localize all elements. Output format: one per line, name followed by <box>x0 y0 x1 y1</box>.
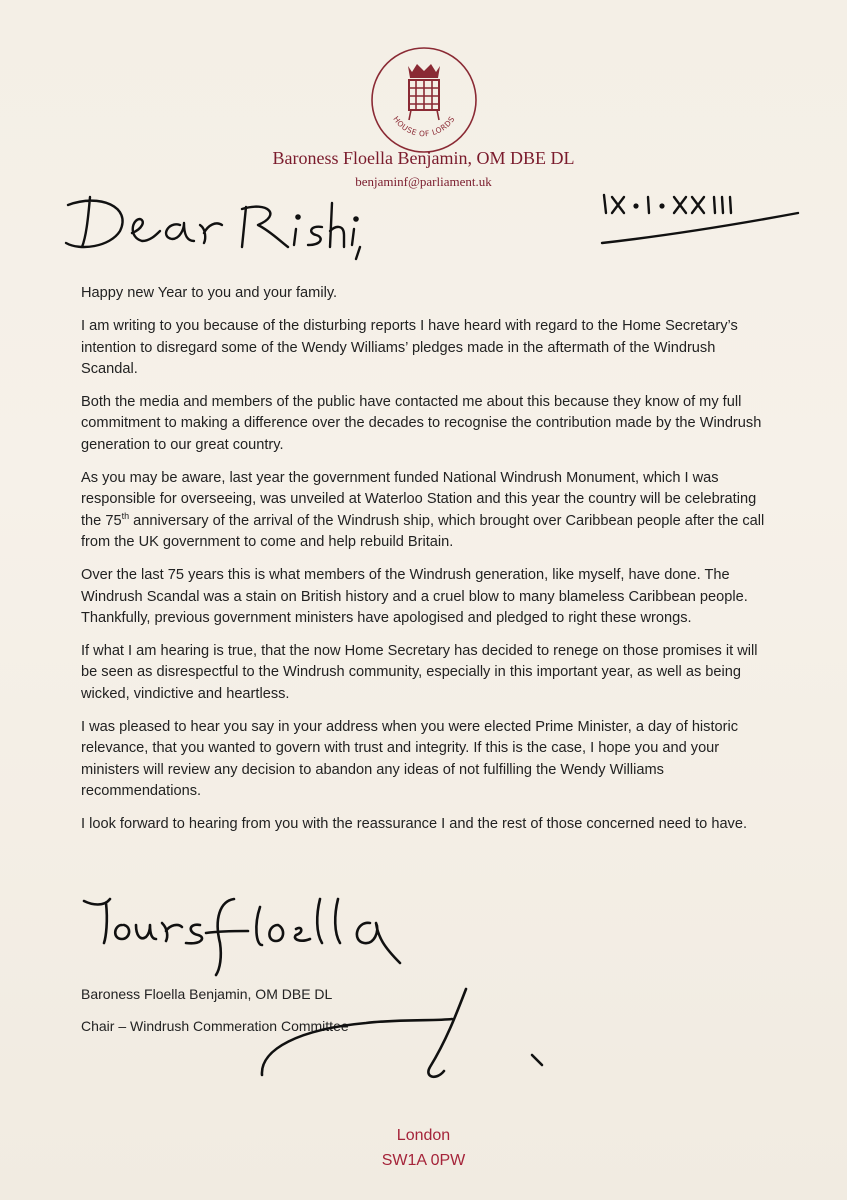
signatory-title: Chair – Windrush Commeration Committee <box>81 1018 349 1034</box>
svg-text:HOUSE OF LORDS <box>391 115 456 139</box>
handwritten-salutation <box>60 185 380 275</box>
handwritten-scribble-signature <box>240 985 560 1095</box>
paragraph-monument: As you may be aware, last year the government funded National Windrush Monument, which I was responsible for overseeing, was unveiled at Waterloo Station and this year the country will be celebrating the 75th anniversary of the arrival of the Windrush ship, which brought over Caribbean people after the call from the UK government to come and help rebuild Britain. <box>81 470 765 550</box>
footer-postcode: SW1A 0PW <box>381 1152 466 1169</box>
paragraph-greeting: Happy new Year to you and your family. <box>81 285 338 301</box>
footer-city: London <box>396 1127 451 1144</box>
crest-caption: HOUSE OF LORDS <box>391 114 457 139</box>
paragraph-closing: I look forward to hearing from you with the reassurance I and the rest of those concerned need to have. <box>81 816 748 833</box>
letter-body <box>81 283 771 848</box>
paragraph-purpose: I am writing to you because of the disturbing reports I have heard with regard to the Home Secretary’s intention to disregard some of the Wendy Williams’ pledges made in the aftermath of the Windrush Scandal. <box>81 318 738 377</box>
signatory-name: Baroness Floella Benjamin, OM DBE DL <box>81 986 333 1002</box>
paragraph-scandal: Over the last 75 years this is what members of the Windrush generation, like myself, have done. The Windrush Scandal was a stain on British history and a cruel blow to many blameless Caribbean people. Thankfully, previous government ministers have apologised and pledged to right these wrongs. <box>81 567 748 626</box>
handwritten-signoff <box>70 885 430 985</box>
handwritten-date <box>590 185 810 255</box>
paragraph-integrity: I was pleased to hear you say in your address when you were elected Prime Minister, a day of historic relevance, that you wanted to govern with trust and integrity. If this is the case, I hope you and your ministers will review any decision to abandon any ideas of not fulfilling the Wendy Williams recommendations. <box>81 719 739 799</box>
house-of-lords-crest-icon <box>364 40 484 160</box>
paragraph-concern: If what I am hearing is true, that the now Home Secretary has decided to renege on those promises it will be seen as disrespectful to the Windrush community, especially in this important year, as well as being wicked, vindictive and heartless. <box>81 643 758 702</box>
sender-name-header: Baroness Floella Benjamin, OM DBE DL <box>272 148 575 168</box>
sender-email: benjaminf@parliament.uk <box>355 174 492 189</box>
paragraph-commitment: Both the media and members of the public have contacted me about this because they know of my full commitment to making a difference over the decades to recognise the contribution made by the Windrush generation to our great country. <box>81 394 762 453</box>
